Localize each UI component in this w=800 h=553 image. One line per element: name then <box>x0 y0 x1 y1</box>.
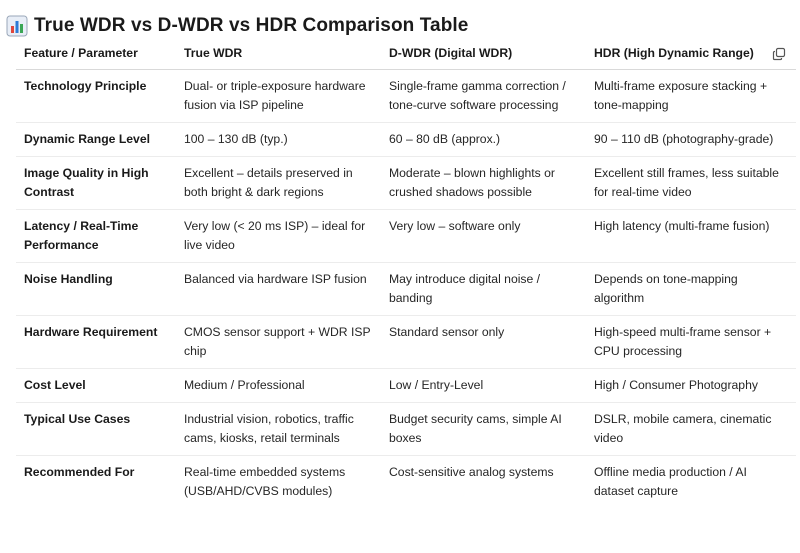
header-feature: Feature / Parameter <box>16 36 176 70</box>
cell-feature: Cost Level <box>16 369 176 403</box>
cell-dwdr: 60 – 80 dB (approx.) <box>381 123 586 157</box>
cell-dwdr: May introduce digital noise / banding <box>381 263 586 316</box>
cell-true-wdr: Very low (< 20 ms ISP) – ideal for live video <box>176 210 381 263</box>
cell-true-wdr: Excellent – details preserved in both bright & dark regions <box>176 157 381 210</box>
cell-hdr: Depends on tone-mapping algorithm <box>586 263 796 316</box>
cell-true-wdr: Real-time embedded systems (USB/AHD/CVBS modules) <box>184 465 346 498</box>
cell-hdr: 90 – 110 dB (photography-grade) <box>586 123 796 157</box>
cell-hdr: Offline media production / AI dataset capture <box>594 465 747 498</box>
cell-feature: Typical Use Cases <box>16 403 176 456</box>
copy-icon[interactable] <box>772 47 786 61</box>
table-header-row <box>16 36 796 70</box>
cell-feature: Recommended For <box>24 465 135 479</box>
header-hdr-cell <box>586 36 796 70</box>
cell-true-wdr: Balanced via hardware ISP fusion <box>176 263 381 316</box>
header-hdr: HDR (High Dynamic Range) <box>594 46 754 60</box>
cell-feature: Hardware Requirement <box>16 316 176 369</box>
cell-dwdr: Standard sensor only <box>381 316 586 369</box>
table-row <box>16 316 796 369</box>
cell-true-wdr: 100 – 130 dB (typ.) <box>176 123 381 157</box>
table-row <box>16 70 796 123</box>
cell-feature: Noise Handling <box>16 263 176 316</box>
cell-true-wdr: CMOS sensor support + WDR ISP chip <box>176 316 381 369</box>
page-title: True WDR vs D-WDR vs HDR Comparison Table <box>34 15 469 36</box>
cell-hdr: High-speed multi-frame sensor + CPU processing <box>586 316 796 369</box>
bar-chart-icon <box>6 15 28 37</box>
cell-feature: Image Quality in High Contrast <box>16 157 176 210</box>
table-row <box>16 210 796 263</box>
cell-dwdr: Cost-sensitive analog systems <box>389 465 554 479</box>
cell-dwdr: Very low – software only <box>381 210 586 263</box>
cell-hdr: High latency (multi-frame fusion) <box>586 210 796 263</box>
cell-feature: Technology Principle <box>16 70 176 123</box>
cell-feature: Dynamic Range Level <box>16 123 176 157</box>
cell-dwdr: Single-frame gamma correction / tone-curve software processing <box>381 70 586 123</box>
cell-dwdr: Moderate – blown highlights or crushed shadows possible <box>381 157 586 210</box>
cell-dwdr: Budget security cams, simple AI boxes <box>381 403 586 456</box>
table-row <box>16 123 796 157</box>
cell-hdr: DSLR, mobile camera, cinematic video <box>586 403 796 456</box>
cell-hdr: Excellent still frames, less suitable for real-time video <box>586 157 796 210</box>
cell-feature: Latency / Real-Time Performance <box>16 210 176 263</box>
table-row <box>16 157 796 210</box>
cell-hdr: High / Consumer Photography <box>586 369 796 403</box>
header-true-wdr: True WDR <box>176 36 381 70</box>
cell-dwdr: Low / Entry-Level <box>381 369 586 403</box>
table-row <box>16 403 796 456</box>
table-row <box>16 369 796 403</box>
cell-true-wdr: Medium / Professional <box>176 369 381 403</box>
table-row <box>16 263 796 316</box>
comparison-table <box>16 36 796 508</box>
table-row <box>16 456 796 509</box>
header-dwdr: D-WDR (Digital WDR) <box>381 36 586 70</box>
cell-true-wdr: Industrial vision, robotics, traffic cams, kiosks, retail terminals <box>176 403 381 456</box>
cell-hdr: Multi-frame exposure stacking + tone-mapping <box>586 70 796 123</box>
cell-true-wdr: Dual- or triple-exposure hardware fusion via ISP pipeline <box>176 70 381 123</box>
